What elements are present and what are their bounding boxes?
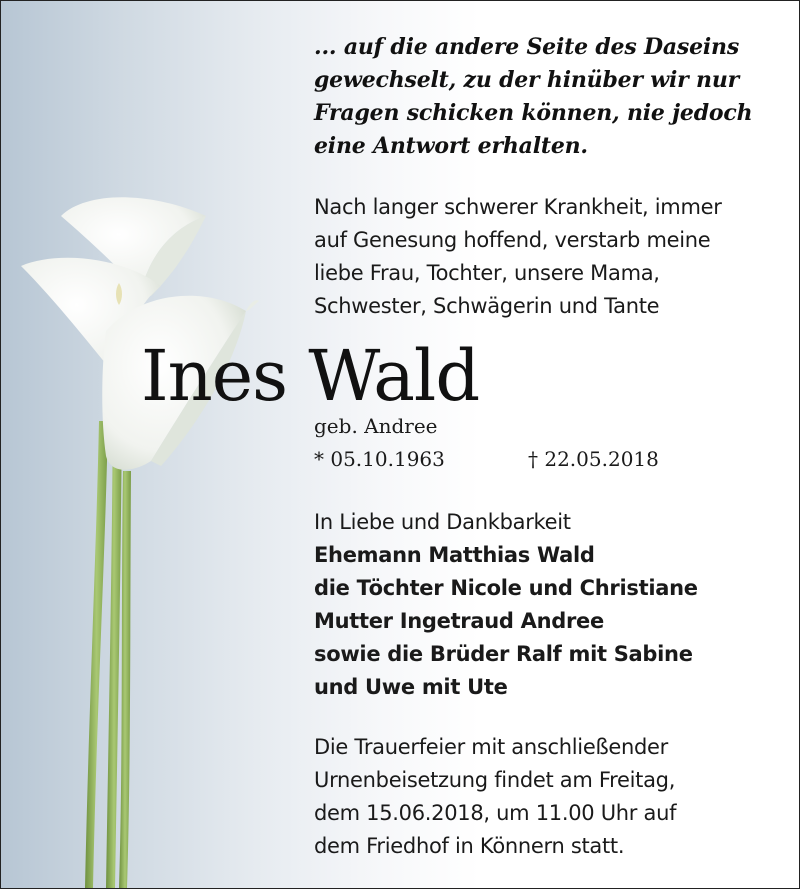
mourner-line: Mutter Ingetraud Andree: [314, 609, 604, 633]
announcement-line: liebe Frau, Tochter, unsere Mama,: [314, 261, 660, 285]
service-line: Die Trauerfeier mit anschließender: [314, 735, 668, 759]
mourner-line: und Uwe mit Ute: [314, 675, 508, 699]
quote-line: ... auf die andere Seite des Daseins: [314, 34, 740, 60]
service-line: dem Friedhof in Könnern statt.: [314, 834, 625, 858]
service-line: dem 15.06.2018, um 11.00 Uhr auf: [314, 801, 677, 825]
deceased-name: Ines Wald: [141, 335, 480, 417]
quote-line: gewechselt, zu der hinüber wir nur: [314, 67, 740, 93]
birth-name: geb. Andree: [314, 414, 438, 438]
quote-line: eine Antwort erhalten.: [314, 133, 588, 159]
service-line: Urnenbeisetzung findet am Freitag,: [314, 768, 676, 792]
announcement-line: Nach langer schwerer Krankheit, immer: [314, 195, 722, 219]
mourner-line: sowie die Brüder Ralf mit Sabine: [314, 642, 693, 666]
quote-line: Fragen schicken können, nie jedoch: [314, 100, 753, 126]
thanks-intro: In Liebe und Dankbarkeit: [314, 510, 571, 534]
announcement-text: [314, 191, 784, 323]
birth-date: * 05.10.1963: [314, 447, 445, 471]
mourners-block: [314, 506, 784, 704]
announcement-line: Schwester, Schwägerin und Tante: [314, 294, 660, 318]
mourner-line: Ehemann Matthias Wald: [314, 543, 595, 567]
quote-text: [314, 31, 784, 163]
calla-lily-image: [1, 1, 301, 888]
announcement-line: auf Genesung hoffend, verstarb meine: [314, 228, 711, 252]
mourner-line: die Töchter Nicole und Christiane: [314, 576, 698, 600]
funeral-service-info: [314, 731, 784, 863]
death-date: † 22.05.2018: [528, 447, 659, 471]
